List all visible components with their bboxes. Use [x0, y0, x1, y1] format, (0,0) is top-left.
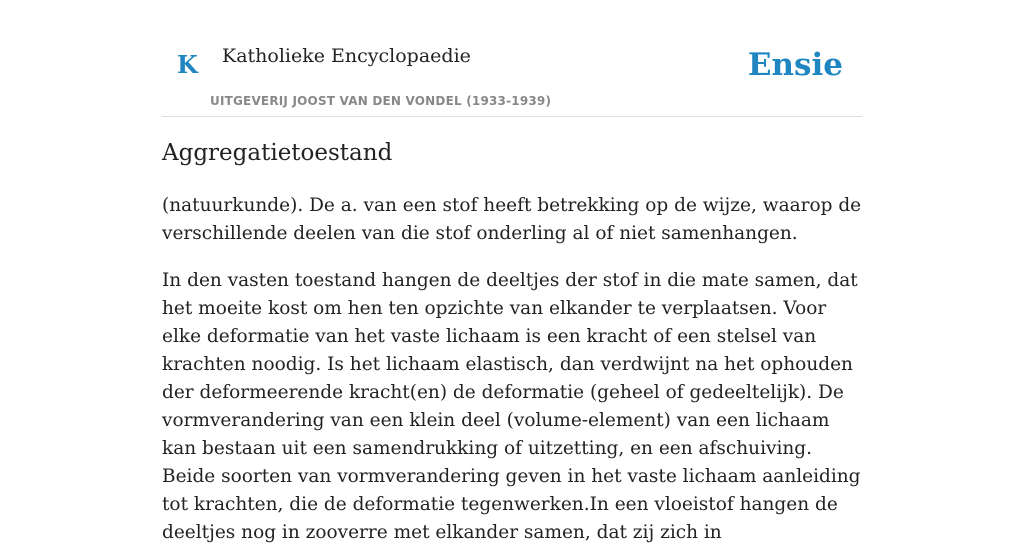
- ensie-brand-link[interactable]: Ensie: [747, 47, 843, 83]
- article-title: Aggregatietoestand: [162, 140, 393, 166]
- article-paragraph: In den vasten toestand hangen de deeltjes der stof in die mate samen, dat het moeite kost om hen ten opzichte van elkander te verplaatsen. Voor elke deformatie van het vaste lichaam is een kracht of een stelsel van krachten noodig. Is het lichaam elastisch, dan verdwijnt na het ophouden der deformeerende kracht(en) de deformatie (geheel of gedeeltelijk). De vormverandering van een klein deel (volume-element) van een lichaam kan bestaan uit een samendrukking of uitzetting, en een afschuiving. Beide soorten van vormverandering geven in het vaste lichaam aanleiding tot krachten, die de deformatie tegenwerken.In een vloeistof hangen de deeltjes nog in zooverre met elkander samen, dat zij zich in: [162, 270, 861, 543]
- publisher-subtitle: UITGEVERIJ JOOST VAN DEN VONDEL (1933-1939): [210, 94, 552, 108]
- site-logo[interactable]: K: [177, 50, 198, 79]
- article-paragraph: (natuurkunde). De a. van een stof heeft betrekking op de wijze, waarop de verschillende deelen van die stof onderling al of niet samenhangen.: [162, 195, 862, 244]
- site-title[interactable]: Katholieke Encyclopaedie: [222, 45, 471, 67]
- content-container: [162, 0, 862, 543]
- site-header: [162, 0, 862, 117]
